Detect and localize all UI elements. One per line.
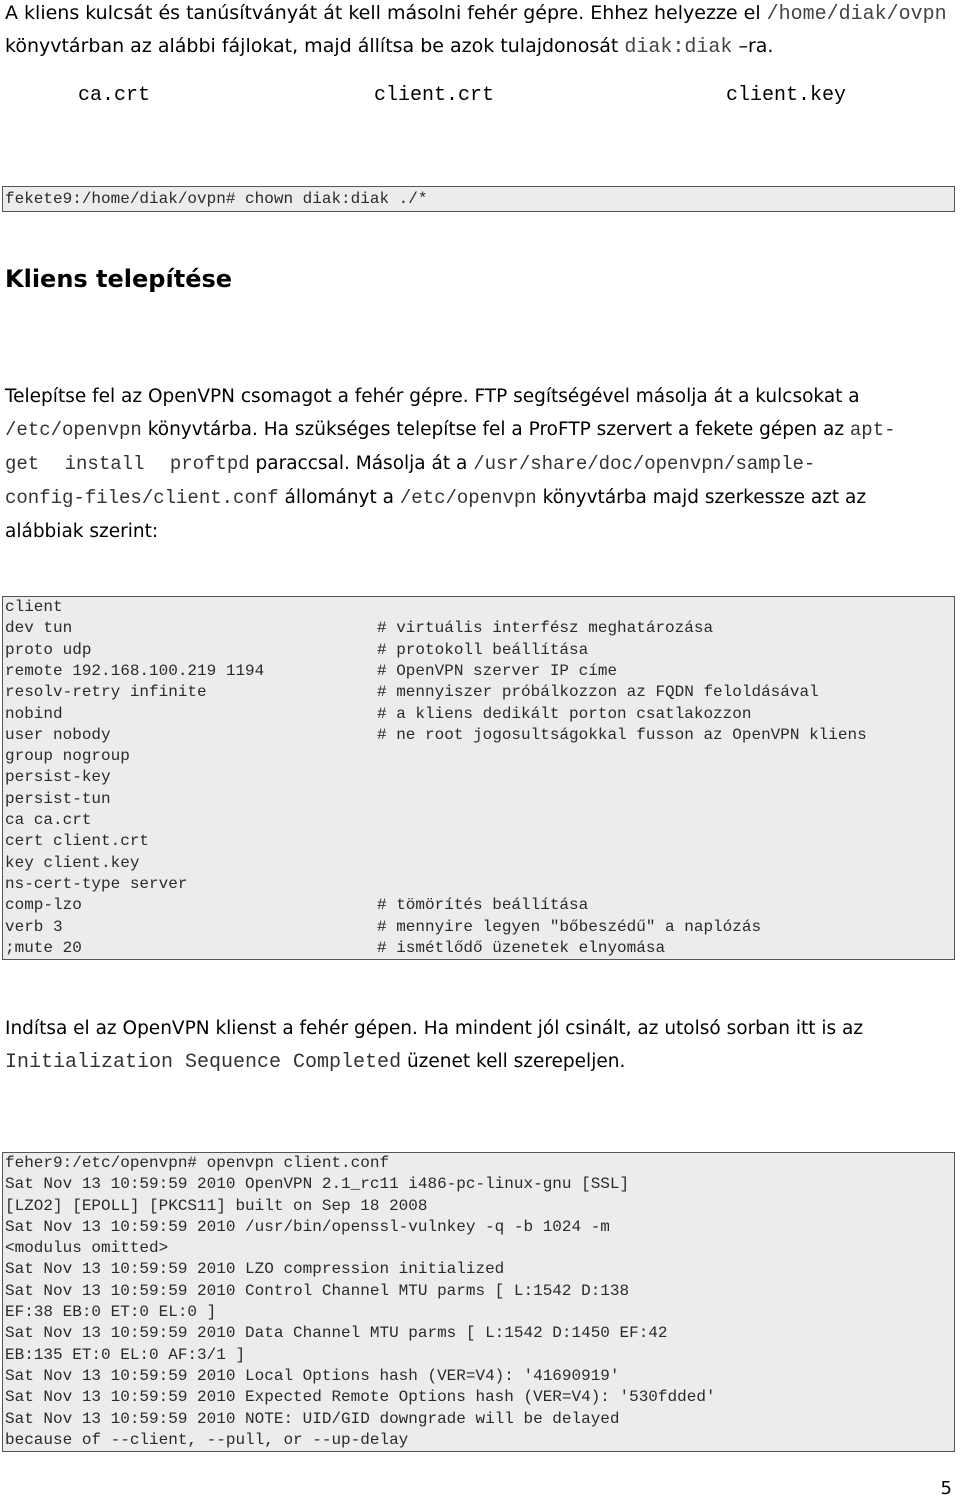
config-directive: remote 192.168.100.219 1194 <box>5 661 265 680</box>
config-comment: # ne root jogosultságokkal fusson az OpenVPN kliens <box>377 725 867 744</box>
config-directive: dev tun <box>5 619 73 638</box>
config-line <box>3 661 954 682</box>
intro-line-1: A kliens kulcsát és tanúsítványát át kell másolni fehér gépre. Ehhez helyezze el /home/diak/ovpn <box>5 2 947 26</box>
config-line <box>3 938 954 959</box>
install-paragraph: Telepítse fel az OpenVPN csomagot a fehér gépre. FTP segítségével másolja át a kulcsokat a /etc/openvpn könyvtárba. Ha szükséges telepítse fel a ProFTP szervert a fekete gépen az apt- get install proftpd paraccsal. Másolja át a /usr/share/doc/openvpn/sample- config-files/client.conf állományt a /etc/openvpn könyvtárba majd szerkessze azt az alábbiak szerint: <box>5 386 896 542</box>
config-comment: # ismétlődő üzenetek elnyomása <box>377 938 666 957</box>
config-directive: nobind <box>5 704 63 723</box>
config-line <box>3 618 954 639</box>
config-directive: comp-lzo <box>5 896 82 915</box>
config-directive: client <box>5 598 63 616</box>
config-directive: proto udp <box>5 640 92 659</box>
config-directive: ;mute 20 <box>5 938 82 957</box>
config-directive: ns-cert-type server <box>5 874 188 893</box>
config-line <box>3 895 954 916</box>
config-line <box>3 789 954 810</box>
file-client-key: client.key <box>726 84 847 107</box>
config-line <box>3 853 954 874</box>
config-directive: persist-key <box>5 768 111 787</box>
config-directive: persist-tun <box>5 789 111 808</box>
config-line <box>3 917 954 938</box>
config-comment: # virtuális interfész meghatározása <box>377 619 714 638</box>
chown-command-box <box>2 186 955 212</box>
config-line <box>3 767 954 788</box>
section-title: Kliens telepítése <box>5 265 233 293</box>
config-line <box>3 597 954 618</box>
intro-line-2: könyvtárban az alábbi fájlokat, majd állítsa be azok tulajdonosát diak:diak –ra. <box>5 35 774 59</box>
config-comment: # mennyiszer próbálkozzon az FQDN feloldásával <box>377 683 819 702</box>
config-directive: ca ca.crt <box>5 811 92 829</box>
chown-command: fekete9:/home/diak/ovpn# chown diak:diak ./* <box>5 190 428 208</box>
client-config-box <box>2 596 955 960</box>
config-line <box>3 746 954 767</box>
config-directive: cert client.crt <box>5 832 150 851</box>
config-comment: # protokoll beállítása <box>377 640 589 659</box>
config-directive: key client.key <box>5 853 140 872</box>
config-comment: # tömörítés beállítása <box>377 896 589 915</box>
config-comment: # a kliens dedikált porton csatlakozzon <box>377 704 752 723</box>
config-line <box>3 682 954 703</box>
page-number: 5 <box>940 1478 952 1499</box>
config-line <box>3 725 954 746</box>
completion-message: Initialization Sequence Completed <box>5 1051 402 1074</box>
config-directive: group nogroup <box>5 747 130 766</box>
config-comment: # OpenVPN szerver IP címe <box>377 661 618 680</box>
config-line <box>3 640 954 661</box>
openvpn-log: feher9:/etc/openvpn# openvpn client.conf Sat Nov 13 10:59:59 2010 OpenVPN 2.1_rc11 i486-pc-linux-gnu [SSL] [LZO2] [EPOLL] [PKCS11] built on Sep 18 2008 Sat Nov 13 10:59:59 2010 /usr/bin/openssl-vulnkey -q -b 1024 -m <modulus omitted> Sat Nov 13 10:59:59 2010 LZO compression initialized Sat Nov 13 10:59:59 2010 Control Channel MTU parms [ L:1542 D:138 EF:38 EB:0 ET:0 EL:0 ] Sat Nov 13 10:59:59 2010 Data Channel MTU parms [ L:1542 D:1450 EF:42 EB:135 ET:0 EL:0 AF:3/1 ] Sat Nov 13 10:59:59 2010 Local Options hash (VER=V4): '41690919' Sat Nov 13 10:59:59 2010 Expected Remote Options hash (VER=V4): '530fdded' Sat Nov 13 10:59:59 2010 NOTE: UID/GID downgrade will be delayed because of --client, --pull, or --up-delay <box>5 1154 716 1449</box>
config-directive: resolv-retry infinite <box>5 683 207 702</box>
config-comment: # mennyire legyen "bőbeszédű" a naplózás <box>377 917 762 936</box>
file-client-crt: client.crt <box>374 84 495 107</box>
config-line <box>3 831 954 852</box>
file-ca-crt: ca.crt <box>78 84 151 107</box>
config-line <box>3 704 954 725</box>
owner-code: diak:diak <box>624 36 733 59</box>
config-directive: verb 3 <box>5 917 63 936</box>
config-directive: user nobody <box>5 725 111 744</box>
openvpn-log-box <box>2 1152 955 1452</box>
config-line <box>3 810 954 831</box>
ovpn-path: /home/diak/ovpn <box>766 3 947 26</box>
config-line <box>3 874 954 895</box>
start-paragraph: Indítsa el az OpenVPN klienst a fehér gépen. Ha mindent jól csinált, az utolsó sorban itt is az Initialization Sequence Completed üzenet kell szerepeljen. <box>5 1018 864 1074</box>
